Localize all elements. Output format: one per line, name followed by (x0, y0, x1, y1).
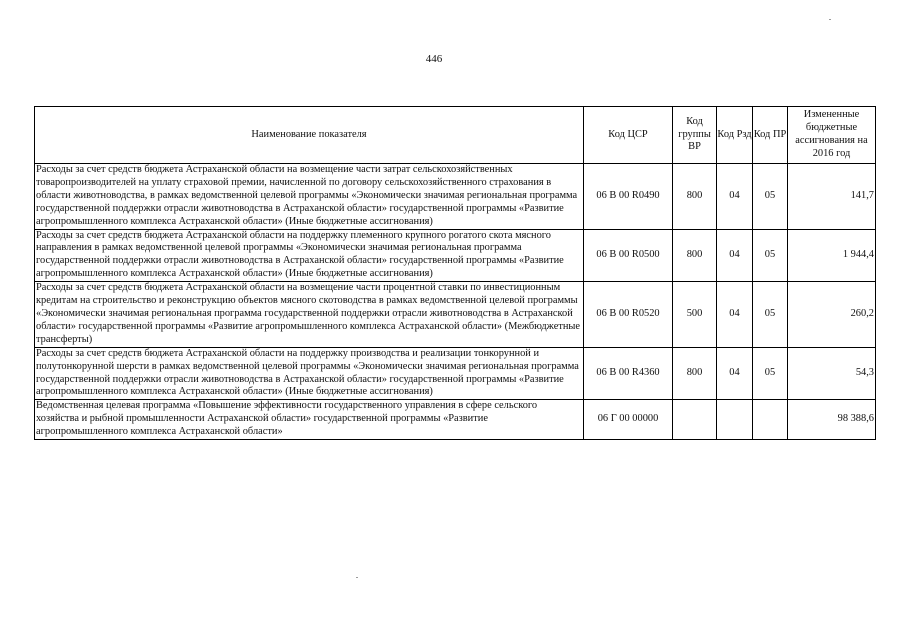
row-name: Расходы за счет средств бюджета Астраханской области на поддержку производства и реализации тонкорунной и полутонкорунной шерсти в рамках ведомственной целевой программы «Экономически значимая региональная программа государственной поддержки отрасли животноводства в Астраханской области» государственной программы «Развитие агропромышленного комплекса Астраханской области» (Иные бюджетные ассигнования) (35, 347, 584, 400)
row-amount: 141,7 (788, 164, 876, 230)
row-vr (673, 400, 717, 440)
row-amount: 98 388,6 (788, 400, 876, 440)
header-name: Наименование показателя (35, 107, 584, 164)
row-vr: 800 (673, 164, 717, 230)
row-vr: 500 (673, 282, 717, 348)
table-header-row (35, 107, 876, 164)
row-rzd (717, 400, 753, 440)
row-csr: 06 В 00 R0520 (584, 282, 673, 348)
row-pr: 05 (753, 347, 788, 400)
table-row (35, 347, 876, 400)
scan-speck (829, 19, 831, 20)
row-rzd: 04 (717, 229, 753, 282)
header-amount: Измененные бюджетные ассигнования на 2016 год (788, 107, 876, 164)
row-csr: 06 Г 00 00000 (584, 400, 673, 440)
row-pr: 05 (753, 164, 788, 230)
page-number: 446 (425, 53, 443, 65)
table-row (35, 229, 876, 282)
row-vr: 800 (673, 347, 717, 400)
row-pr: 05 (753, 229, 788, 282)
row-csr: 06 В 00 R0500 (584, 229, 673, 282)
table-row (35, 164, 876, 230)
row-amount: 1 944,4 (788, 229, 876, 282)
table-row (35, 400, 876, 440)
scan-speck (356, 577, 358, 578)
row-rzd: 04 (717, 164, 753, 230)
row-pr (753, 400, 788, 440)
row-name: Расходы за счет средств бюджета Астраханской области на возмещение части затрат сельскохозяйственных товаропроизводителей на уплату страховой премии, начисленной по договору сельскохозяйственного страхования в области животноводства, в рамках ведомственной целевой программы «Экономически значимая региональная программа государственной поддержки отрасли животноводства в Астраханской области» государственной программы «Развитие агропромышленного комплекса Астраханской области» (Иные бюджетные ассигнования) (35, 164, 584, 230)
row-name: Ведомственная целевая программа «Повышение эффективности государственного управления в сфере сельского хозяйства и рыбной промышленности Астраханской области» государственной программы «Развитие агропромышленного комплекса Астраханской области» (35, 400, 584, 440)
row-rzd: 04 (717, 282, 753, 348)
header-vr: Код группы ВР (673, 107, 717, 164)
row-pr: 05 (753, 282, 788, 348)
row-amount: 54,3 (788, 347, 876, 400)
row-csr: 06 В 00 R4360 (584, 347, 673, 400)
header-csr: Код ЦСР (584, 107, 673, 164)
header-pr: Код ПР (753, 107, 788, 164)
row-rzd: 04 (717, 347, 753, 400)
row-name: Расходы за счет средств бюджета Астраханской области на возмещение части процентной ставки по инвестиционным кредитам на строительство и реконструкцию объектов мясного скотоводства в рамках ведомственной целевой программы «Экономически значимая региональная программа государственной поддержки отрасли животноводства в Астраханской области» государственной программы «Развитие агропромышленного комплекса Астраханской области» (Межбюджетные трансферты) (35, 282, 584, 348)
budget-table (34, 106, 876, 440)
row-csr: 06 В 00 R0490 (584, 164, 673, 230)
row-vr: 800 (673, 229, 717, 282)
header-rzd: Код Рзд (717, 107, 753, 164)
row-name: Расходы за счет средств бюджета Астраханской области на поддержку племенного крупного рогатого скота мясного направления в рамках ведомственной целевой программы «Экономически значимая региональная программа государственной поддержки отрасли животноводства в Астраханской области» государственной программы «Развитие агропромышленного комплекса Астраханской области» (Иные бюджетные ассигнования) (35, 229, 584, 282)
table-row (35, 282, 876, 348)
row-amount: 260,2 (788, 282, 876, 348)
